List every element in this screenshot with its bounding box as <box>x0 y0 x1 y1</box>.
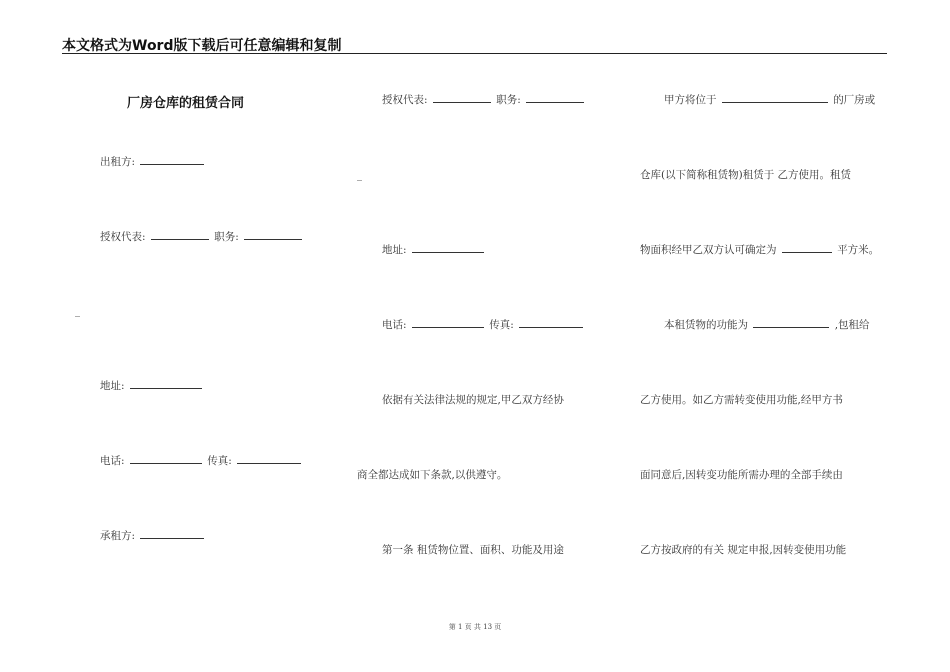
address-label: 地址: <box>382 244 407 256</box>
function-blank <box>753 317 829 328</box>
lessee-label: 承租方: <box>100 530 136 542</box>
header-divider <box>62 53 887 54</box>
article-1-line-2: 仓库(以下简称租赁物)租赁于 乙方使用。租赁 <box>640 169 852 181</box>
footer-page-number: 1 <box>457 623 463 631</box>
lessor-phone-line <box>100 453 303 468</box>
article-1-line-4 <box>664 317 870 332</box>
position-label: 职务: <box>496 94 521 106</box>
footer-suffix: 页 <box>494 623 502 631</box>
lessor-blank <box>140 154 204 165</box>
article-1-line-1 <box>664 92 875 107</box>
preamble-line-1: 依据有关法律法规的规定,甲乙双方经协 <box>382 394 564 406</box>
article-1-line-3 <box>640 242 879 257</box>
lessee-rep-line <box>382 92 586 107</box>
area-blank <box>782 242 832 253</box>
article-1-line-7: 乙方按政府的有关 规定申报,因转变使用功能 <box>640 544 847 556</box>
line1-prefix: 甲方将位于 <box>664 94 717 106</box>
lessor-address-line <box>100 378 204 393</box>
address-blank <box>412 242 484 253</box>
lessee-blank <box>140 528 204 539</box>
fax-blank <box>519 317 583 328</box>
line4-suffix: ,包租给 <box>834 319 870 331</box>
article-1-line-6: 面同意后,因转变功能所需办理的全部手续由 <box>640 469 843 481</box>
rep-blank <box>433 92 491 103</box>
page-footer <box>0 622 950 632</box>
line3-suffix: 平方米。 <box>837 244 880 256</box>
phone-label: 电话: <box>100 455 125 467</box>
contract-title: 厂房仓库的租赁合同 <box>127 96 245 111</box>
phone-blank <box>412 317 484 328</box>
location-blank <box>722 92 828 103</box>
position-blank <box>244 229 302 240</box>
phone-blank <box>130 453 202 464</box>
phone-label: 电话: <box>382 319 407 331</box>
fax-label: 传真: <box>489 319 514 331</box>
rep-label: 授权代表: <box>100 231 146 243</box>
rep-label: 授权代表: <box>382 94 428 106</box>
dash-mark: _ <box>357 170 362 181</box>
address-label: 地址: <box>100 380 125 392</box>
lessor-label: 出租方: <box>100 156 136 168</box>
dash-mark: _ <box>75 306 80 317</box>
lessor-line <box>100 154 206 169</box>
footer-prefix: 第 <box>448 623 456 631</box>
article-1-line-5: 乙方使用。如乙方需转变使用功能,经甲方书 <box>640 394 843 406</box>
footer-total-pages: 13 <box>483 623 493 631</box>
document-header: 本文格式为Word版下载后可任意编辑和复制 <box>62 38 342 54</box>
article-1-heading: 第一条 租赁物位置、面积、功能及用途 <box>382 544 564 556</box>
position-blank <box>526 92 584 103</box>
lessee-phone-line <box>382 317 585 332</box>
fax-label: 传真: <box>207 455 232 467</box>
footer-mid: 页 共 <box>464 623 481 631</box>
lessee-line <box>100 528 206 543</box>
line4-prefix: 本租赁物的功能为 <box>664 319 748 331</box>
rep-blank <box>151 229 209 240</box>
position-label: 职务: <box>214 231 239 243</box>
lessee-address-line <box>382 242 486 257</box>
line1-suffix: 的厂房或 <box>833 94 876 106</box>
line3-prefix: 物面积经甲乙双方认可确定为 <box>640 244 777 256</box>
address-blank <box>130 378 202 389</box>
lessor-rep-line <box>100 229 304 244</box>
fax-blank <box>237 453 301 464</box>
preamble-line-2: 商全都达成如下条款,以供遵守。 <box>357 469 508 481</box>
